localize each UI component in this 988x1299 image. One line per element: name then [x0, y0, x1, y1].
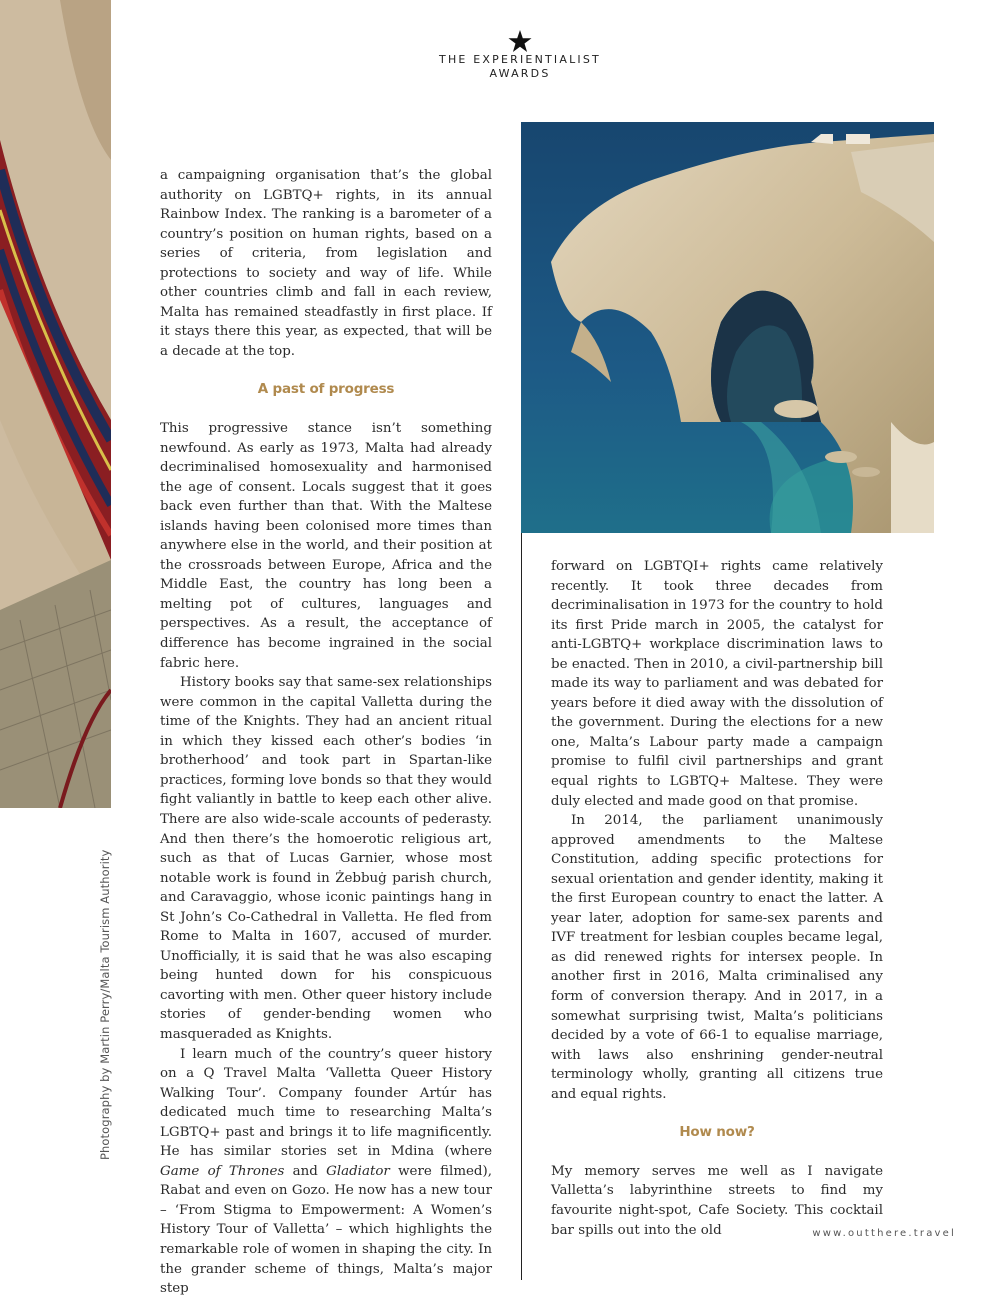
paragraph: My memory serves me well as I navigate Valletta’s labyrinthine streets to find my favourite night-spot, Cafe Society. This cocktail bar spills out into the old	[551, 1163, 883, 1238]
subheading-how-now: How now?	[679, 1124, 755, 1141]
paragraph: a campaigning organisation that’s the global authority on LGBTQ+ rights, in its annual Rainbow Index. The ranking is a barometer of a country’s position on human rights, based on a series of criteria, from legislation and protections to society and way of life. While other countries climb and fall in each review, Malta has remained steadfastly in first place. If it stays there this year, as expected, that will be a decade at the top.	[160, 168, 492, 359]
header-line-1: THE EXPERIENTIALIST	[439, 53, 601, 66]
left-edge-photo	[0, 0, 111, 808]
header-line-2: AWARDS	[489, 67, 551, 80]
star-icon	[508, 30, 532, 53]
subheading-past-of-progress: A past of progress	[257, 381, 395, 398]
article-column-left	[160, 166, 492, 1299]
film-title: Gladiator	[326, 1163, 390, 1179]
paragraph: forward on LGBTQI+ rights came relatively recently. It took three decades from decriminalisation in 1973 for the country to hold its first Pride march in 2005, the catalyst for anti-LGBTQ+ workplace discrimination laws to be enacted. Then in 2010, a civil-partnership bill made its way to parliament and was debated for years before it died away with the dissolution of the government. During the elections for a new one, Malta’s Labour party made a campaign promise to fulfil civil partnerships and grant equal rights to LGBTQ+ Maltese. They were duly elected and made good on that promise.	[551, 559, 883, 809]
paragraph: This progressive stance isn’t something newfound. As early as 1973, Malta had already decriminalised homosexuality and harmonised the age of consent. Locals suggest that it goes back even further than that. With the Maltese islands having been colonised more times than anywhere else in the world, and their position at the crossroads between Europe, Africa and the Middle East, the country has long been a melting pot of cultures, languages and perspectives. As a result, the acceptance of difference has become ingrained in the social fabric here.	[160, 421, 492, 671]
blue-grotto-photo	[521, 122, 934, 533]
column-divider	[521, 533, 522, 1280]
film-title: Game of Thrones	[160, 1163, 285, 1179]
section-header	[420, 30, 620, 81]
article-column-right	[551, 557, 883, 1240]
photo-credit: Photography by Martin Perry/Malta Tourism Authority	[98, 849, 112, 1160]
footer-url: www.outthere.travel	[812, 1228, 956, 1239]
tartan-bag-photo	[0, 0, 111, 808]
paragraph: In 2014, the parliament unanimously approved amendments to the Maltese Constitution, adding specific protections for sexual orientation and gender identity, making it the first European country to enact the latter. A year later, adoption for same-sex parents and IVF treatment for lesbian couples became legal, as did renewed rights for intersex people. In another first in 2016, Malta criminalised any form of conversion therapy. And in 2017, in a somewhat surprising twist, Malta’s politicians decided by a vote of 66-1 to equalise marriage, with laws also enshrining gender-neutral terminology wholly, granting all citizens true and equal rights.	[551, 813, 883, 1102]
paragraph: History books say that same-sex relationships were common in the capital Valletta during the time of the Knights. They had an ancient ritual in which they kissed each other’s bodies ‘in brotherhood’ and took part in Spartan-like practices, forming love bonds so that they would fight valiantly in battle to keep each other alive. There are also wide-scale accounts of pederasty. And then there’s the homoerotic religious art, such as that of Lucas Garnier, whose most notable work is found in Żebbuġ parish church, and Caravaggio, whose iconic paintings hang in St John’s Co-Cathedral in Valletta. He fled from Rome to Malta in 1607, accused of murder. Unofficially, it is said that he was also escaping being hunted down for his conspicuous cavorting with men. Other queer history include stories of gender-bending women who masqueraded as Knights.	[160, 675, 492, 1042]
paragraph: I learn much of the country’s queer history on a Q Travel Malta ‘Valletta Queer History Walking Tour’. Company founder Artúr has dedicated much time to researching Malta’s LGBTQ+ past and brings it to life magnificently. He has similar stories set in Mdina (where Game of Thrones and Gladiator were filmed), Rabat and even on Gozo. He now has a new tour – ‘From Stigma to Empowerment: A Women’s History Tour of Valletta’ – which highlights the remarkable role of women in shaping the city. In the grander scheme of things, Malta’s major step	[160, 1046, 492, 1297]
